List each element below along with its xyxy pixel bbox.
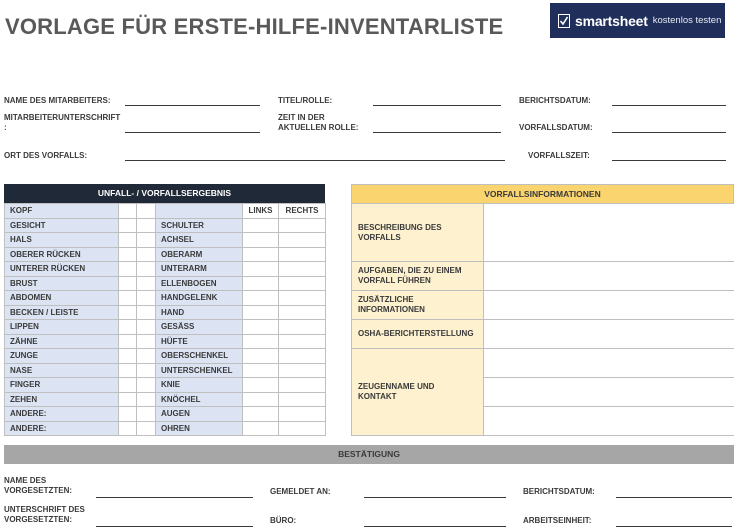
checkbox-rechts[interactable]: [279, 407, 326, 422]
body-part-left: ZEHEN: [5, 392, 119, 407]
injury-header: UNFALL- / VORFALLSERGEBNIS: [4, 184, 325, 203]
employee-signature-field[interactable]: [125, 132, 260, 133]
body-part-right: OBERARM: [156, 247, 243, 262]
checkbox-rechts[interactable]: [279, 276, 326, 291]
spacer-cell: [137, 320, 156, 335]
supervisor-name-label: NAME DES VORGESETZTEN:: [4, 476, 73, 495]
witness-field-1[interactable]: [484, 349, 734, 378]
smartsheet-trial-banner[interactable]: [550, 3, 725, 38]
col-header-left: LINKS: [243, 204, 279, 219]
body-part-left: ANDERE:: [5, 421, 119, 436]
checkbox-links[interactable]: [243, 247, 279, 262]
body-part-left: HALS: [5, 233, 119, 248]
additional-info-label: ZUSÄTZLICHE INFORMATIONEN: [352, 291, 484, 320]
trial-link[interactable]: kostenlos testen: [652, 15, 722, 26]
tasks-leading-label: AUFGABEN, DIE ZU EINEM VORFALL FÜHREN: [352, 262, 484, 291]
body-part-left: LIPPEN: [5, 320, 119, 335]
injury-row: [5, 204, 326, 219]
checkbox-rechts[interactable]: [279, 392, 326, 407]
spacer-cell: [137, 421, 156, 436]
office-label: BÜRO:: [270, 516, 297, 525]
report-date-field[interactable]: [612, 105, 726, 106]
additional-info-field[interactable]: [484, 291, 734, 320]
checkbox-rechts[interactable]: [279, 218, 326, 233]
checkbox-left[interactable]: [119, 421, 137, 436]
injury-row: [5, 349, 326, 364]
spacer-cell: [137, 204, 156, 219]
spacer-cell: [137, 305, 156, 320]
injury-row: [5, 262, 326, 277]
employee-name-field[interactable]: [125, 105, 260, 106]
osha-report-label: OSHA-BERICHTERSTELLUNG: [352, 320, 484, 349]
body-part-right: KNIE: [156, 378, 243, 393]
body-part-left: OBERER RÜCKEN: [5, 247, 119, 262]
spacer-cell: [137, 262, 156, 277]
incident-description-label: BESCHREIBUNG DES VORFALLS: [352, 204, 484, 262]
checkbox-rechts[interactable]: [279, 349, 326, 364]
checkbox-links[interactable]: [243, 349, 279, 364]
injury-row: [5, 320, 326, 335]
body-part-left: FINGER: [5, 378, 119, 393]
spacer-cell: [137, 233, 156, 248]
body-part-left: BRUST: [5, 276, 119, 291]
body-part-right: [156, 204, 243, 219]
body-part-left: BECKEN / LEISTE: [5, 305, 119, 320]
checkbox-left[interactable]: [119, 320, 137, 335]
work-unit-label: ARBEITSEINHEIT:: [523, 516, 592, 525]
injury-section: [4, 184, 325, 436]
checkbox-links[interactable]: [243, 291, 279, 306]
checkbox-links[interactable]: [243, 320, 279, 335]
injury-row: [5, 334, 326, 349]
witness-field-2[interactable]: [484, 378, 734, 407]
work-unit-field[interactable]: [616, 526, 732, 527]
time-in-role-field[interactable]: [373, 132, 501, 133]
injury-row: [5, 363, 326, 378]
spacer-cell: [137, 291, 156, 306]
incident-location-field[interactable]: [125, 160, 505, 161]
injury-row: [5, 276, 326, 291]
injury-row: [5, 392, 326, 407]
incident-date-field[interactable]: [612, 132, 726, 133]
incident-info-section: [351, 184, 734, 436]
employee-name-label: NAME DES MITARBEITERS:: [4, 96, 111, 105]
checkbox-left[interactable]: [119, 334, 137, 349]
checkbox-left[interactable]: [119, 378, 137, 393]
injury-row: [5, 305, 326, 320]
checkbox-links[interactable]: [243, 392, 279, 407]
checkbox-rechts[interactable]: [279, 320, 326, 335]
spacer-cell: [137, 363, 156, 378]
body-part-right: UNTERSCHENKEL: [156, 363, 243, 378]
body-part-right: AUGEN: [156, 407, 243, 422]
col-header-right: RECHTS: [279, 204, 326, 219]
checkbox-links[interactable]: [243, 262, 279, 277]
witness-field-3[interactable]: [484, 407, 734, 436]
checkbox-rechts[interactable]: [279, 305, 326, 320]
incident-info-table: [351, 203, 734, 436]
checkbox-left[interactable]: [119, 276, 137, 291]
checkbox-rechts[interactable]: [279, 233, 326, 248]
spacer-cell: [137, 334, 156, 349]
incident-info-header: VORFALLSINFORMATIONEN: [351, 184, 734, 203]
injury-row: [5, 421, 326, 436]
spacer-cell: [137, 276, 156, 291]
injury-row: [5, 233, 326, 248]
checkbox-left[interactable]: [119, 247, 137, 262]
body-part-left: UNTERER RÜCKEN: [5, 262, 119, 277]
body-part-left: GESICHT: [5, 218, 119, 233]
checkbox-rechts[interactable]: [279, 262, 326, 277]
injury-row: [5, 247, 326, 262]
tasks-leading-field[interactable]: [484, 262, 734, 291]
employee-signature-label: MITARBEITERUNTERSCHRIFT :: [4, 113, 121, 132]
injury-row: [5, 407, 326, 422]
checkbox-links[interactable]: [243, 334, 279, 349]
body-part-right: KNÖCHEL: [156, 392, 243, 407]
supervisor-signature-label: UNTERSCHRIFT DES VORGESETZTEN:: [4, 505, 85, 524]
body-part-left: ANDERE:: [5, 407, 119, 422]
body-part-right: ELLENBOGEN: [156, 276, 243, 291]
title-role-field[interactable]: [373, 105, 501, 106]
body-part-right: HÜFTE: [156, 334, 243, 349]
checkbox-rechts[interactable]: [279, 421, 326, 436]
checkbox-left[interactable]: [119, 204, 137, 219]
checkbox-left[interactable]: [119, 218, 137, 233]
spacer-cell: [137, 392, 156, 407]
spacer-cell: [137, 407, 156, 422]
body-part-right: GESÄSS: [156, 320, 243, 335]
reported-to-field[interactable]: [364, 497, 506, 498]
title-role-label: TITEL/ROLLE:: [278, 96, 333, 105]
checkbox-rechts[interactable]: [279, 291, 326, 306]
injury-row: [5, 218, 326, 233]
spacer-cell: [137, 247, 156, 262]
spacer-cell: [137, 218, 156, 233]
injury-table: [4, 203, 326, 436]
supervisor-name-field[interactable]: [96, 497, 253, 498]
body-part-right: HAND: [156, 305, 243, 320]
checkbox-left[interactable]: [119, 262, 137, 277]
body-part-right: UNTERARM: [156, 262, 243, 277]
checkbox-links[interactable]: [243, 218, 279, 233]
body-part-left: KOPF: [5, 204, 119, 219]
checkbox-links[interactable]: [243, 407, 279, 422]
checkbox-links[interactable]: [243, 378, 279, 393]
body-part-right: OBERSCHENKEL: [156, 349, 243, 364]
incident-date-label: VORFALLSDATUM:: [519, 123, 593, 132]
osha-report-field[interactable]: [484, 320, 734, 349]
body-part-left: ZÄHNE: [5, 334, 119, 349]
checkbox-links[interactable]: [243, 305, 279, 320]
supervisor-signature-field[interactable]: [96, 526, 253, 527]
checkbox-rechts[interactable]: [279, 247, 326, 262]
checkbox-links[interactable]: [243, 276, 279, 291]
incident-description-field[interactable]: [484, 204, 734, 262]
checkbox-left[interactable]: [119, 407, 137, 422]
checkbox-rechts[interactable]: [279, 378, 326, 393]
confirmation-report-date-label: BERICHTSDATUM:: [523, 487, 595, 496]
body-part-right: ACHSEL: [156, 233, 243, 248]
checkbox-left[interactable]: [119, 363, 137, 378]
checkbox-rechts[interactable]: [279, 363, 326, 378]
body-part-left: ZUNGE: [5, 349, 119, 364]
incident-time-label: VORFALLSZEIT:: [528, 151, 590, 160]
injury-row: [5, 291, 326, 306]
checkbox-links[interactable]: [243, 233, 279, 248]
checkbox-left[interactable]: [119, 349, 137, 364]
body-part-right: OHREN: [156, 421, 243, 436]
confirmation-report-date-field[interactable]: [616, 497, 732, 498]
incident-time-field[interactable]: [612, 160, 726, 161]
smartsheet-logo-icon: [558, 14, 570, 28]
body-part-left: ABDOMEN: [5, 291, 119, 306]
checkbox-links[interactable]: [243, 363, 279, 378]
body-part-left: NASE: [5, 363, 119, 378]
time-in-role-label: ZEIT IN DER AKTUELLEN ROLLE:: [278, 113, 359, 132]
spacer-cell: [137, 378, 156, 393]
page-title: VORLAGE FÜR ERSTE-HILFE-INVENTARLISTE: [5, 14, 504, 39]
confirmation-header: BESTÄTIGUNG: [4, 445, 734, 464]
injury-row: [5, 378, 326, 393]
body-part-right: HANDGELENK: [156, 291, 243, 306]
smartsheet-brand: smartsheet: [575, 12, 648, 29]
body-part-right: SCHULTER: [156, 218, 243, 233]
reported-to-label: GEMELDET AN:: [270, 487, 331, 496]
incident-location-label: ORT DES VORFALLS:: [4, 151, 88, 160]
spacer-cell: [137, 349, 156, 364]
checkbox-left[interactable]: [119, 233, 137, 248]
checkbox-left[interactable]: [119, 305, 137, 320]
checkbox-links[interactable]: [243, 421, 279, 436]
checkbox-left[interactable]: [119, 392, 137, 407]
checkbox-left[interactable]: [119, 291, 137, 306]
office-field[interactable]: [364, 526, 506, 527]
report-date-label: BERICHTSDATUM:: [519, 96, 591, 105]
checkbox-rechts[interactable]: [279, 334, 326, 349]
witness-label: ZEUGENNAME UND KONTAKT: [352, 349, 484, 436]
